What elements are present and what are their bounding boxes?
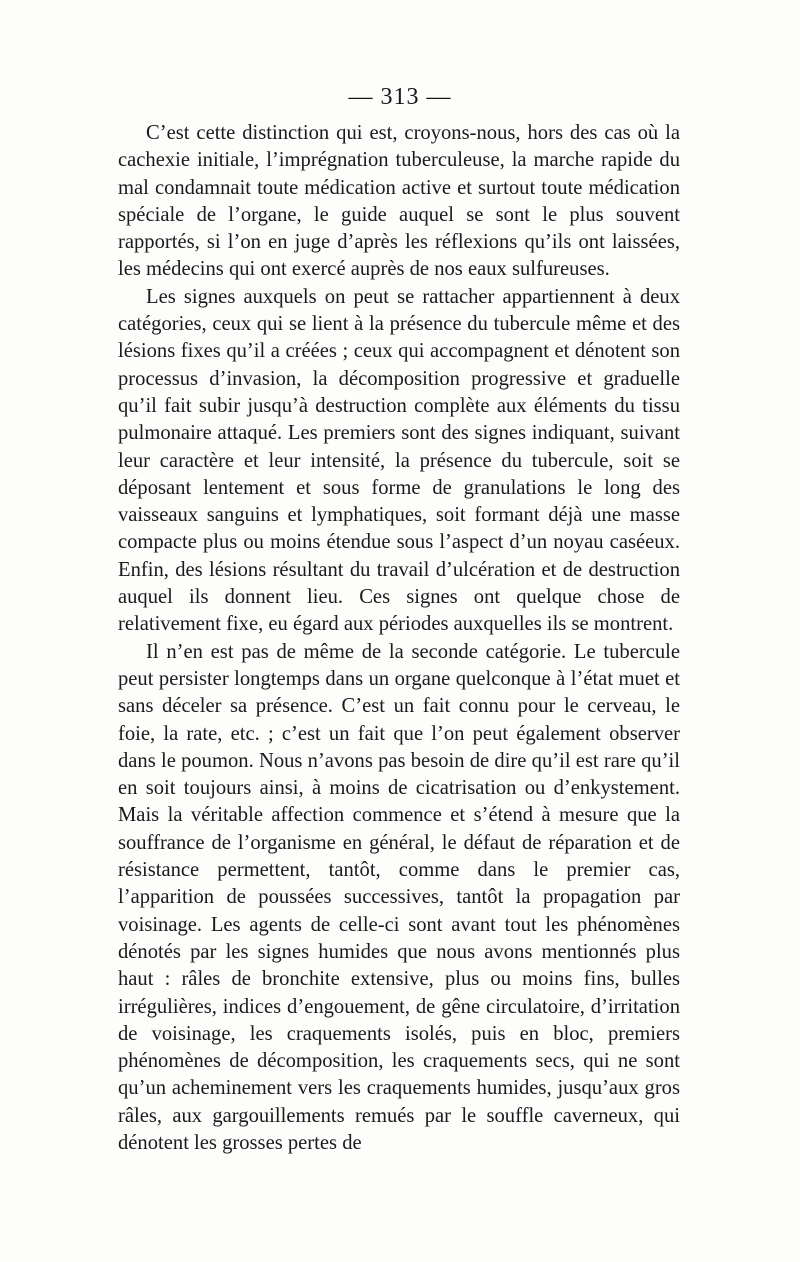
paragraph-2: Les signes auxquels on peut se rattacher appartiennent à deux catégories, ceux qui se lient à la présence du tubercule même et des lésions fixes qu’il a créées ; ceux qui accompagnent et dénotent son processus d’invasion, la décomposition progressive et graduelle qu’il fait subir jusqu’à destruction complète aux éléments du tissu pulmonaire attaqué. Les premiers sont des signes indiquant, suivant leur caractère et leur intensité, la présence du tubercule, soit se déposant lentement et sous forme de granulations le long des vaisseaux sanguins et lymphatiques, soit formant déjà une masse compacte plus ou moins étendue sous l’aspect d’un noyau caséeux. Enfin, des lésions résultant du travail d’ulcération et de destruction auquel ils donnent lieu. Ces signes ont quelque chose de relativement fixe, eu égard aux périodes auxquelles ils se montrent. (118, 285, 680, 636)
page-number: — 313 — (348, 84, 452, 110)
body-text (118, 120, 680, 1157)
paragraph-1: C’est cette distinction qui est, croyons-nous, hors des cas où la cachexie initiale, l’imprégnation tuberculeuse, la marche rapide du mal condamnait toute médication active et surtout toute médication spéciale de l’organe, le guide auquel se sont le plus souvent rapportés, si l’on en juge d’après les réflexions qu’ils ont laissées, les médecins qui ont exercé auprès de nos eaux sulfureuses. (118, 122, 680, 281)
paragraph-3: Il n’en est pas de même de la seconde catégorie. Le tubercule peut persister longtemps dans un organe quelconque à l’état muet et sans déceler sa présence. C’est un fait connu pour le cerveau, le foie, la rate, etc. ; c’est un fait que l’on peut également observer dans le poumon. Nous n’avons pas besoin de dire qu’il est rare qu’il en soit toujours ainsi, à moins de cicatrisation ou d’enkystement. Mais la véritable affection commence et s’étend à mesure que la souffrance de l’organisme en général, le défaut de réparation et de résistance permettent, tantôt, comme dans le premier cas, l’apparition de poussées successives, tantôt la propagation par voisinage. Les agents de celle-ci sont avant tout les phénomènes dénotés par les signes humides que nous avons mentionnés plus haut : râles de bronchite extensive, plus ou moins fins, bulles irrégulières, indices d’engouement, de gêne circulatoire, d’irritation de voisinage, les craquements isolés, puis en bloc, premiers phénomènes de décomposition, les craquements secs, qui ne sont qu’un acheminement vers les craquements humides, jusqu’aux gros râles, aux gargouillements remués par le souffle caverneux, qui dénotent les grosses pertes de (118, 640, 680, 1154)
